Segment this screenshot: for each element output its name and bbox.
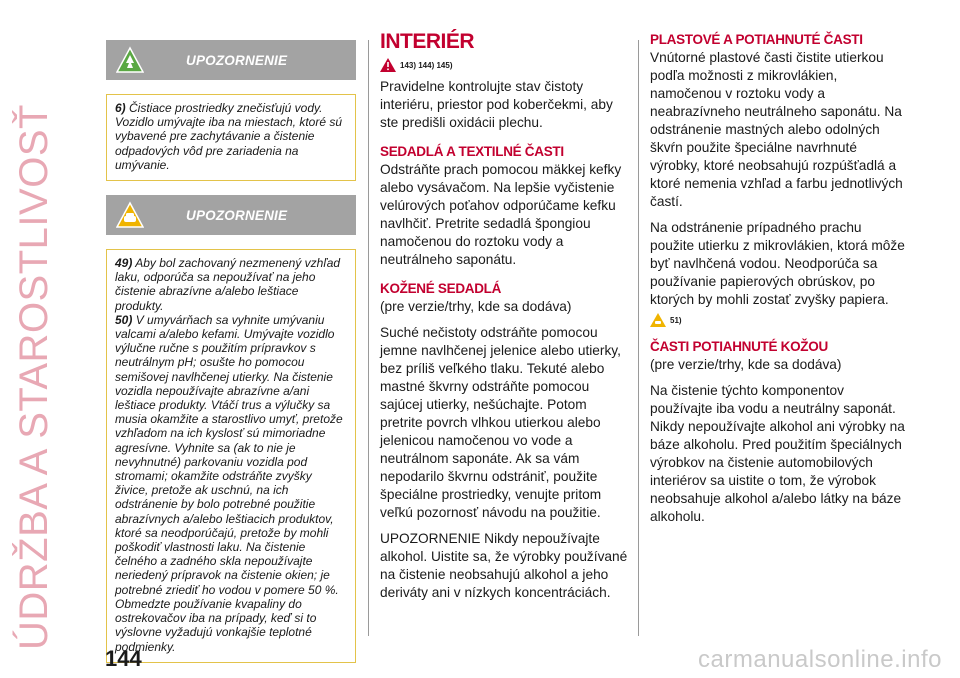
paragraph: Suché nečistoty odstráňte pomocou jemne navlhčenej jelenice alebo utierky, bez príliš veľkého tlaku. Tekuté alebo mastné škvrny odstráňte pomocou sajúcej utierky, nešúchajte. Potom pretrite povrch vlhkou utierkou alebo jelenicou namočenou vo vode a neutrálnom saponáte. Ak sa vám nepodarilo škvrnu odstrániť, použite špeciálne prostriedky, venujte pritom veľkú pozornosť návodu na použitie. <box>380 325 621 520</box>
side-chapter-title <box>8 20 68 650</box>
note-text: V umyvárňach sa vyhnite umývaniu valcami a/alebo kefami. Umývajte vozidlo výlučne ručne s použitím prípravkov s neutrálnym pH; osušte ho pomocou semišovej navlhčenej utierky. Na čistenie vozidla nepoužívajte abrazívne a/ani leštiace produkty. Vtáčí trus a výlučky sa musia okamžite a starostlivo umyť, pretože vzhľadom na ich kyslosť sú mimoriadne agresívne. Vyhnite sa (ak to nie je nevyhnutné) parkovaniu vozidla pod stromami; okamžite odstráňte zvyšky živice, pretože ak uschnú, na ich odstránenie by bolo potrebné použitie abrazívnych a/alebo leštiacich produktov, ktoré sa neodporúčajú, pretože by mohli poškodiť vlastnosti laku. Na čistenie čelného a zadného skla nepoužívajte neriedený prípravok na čistenie okien; je potrebné zriediť ho vodou v pomere 50 %. Obmedzte používanie kvapaliny do ostrekovačov iba na prípady, keď si to výslovne vyžadujú vonkajšie teplotné podmienky. <box>115 312 343 654</box>
reference-numbers: 51) <box>670 315 682 325</box>
paragraph: Odstráňte prach pomocou mäkkej kefky alebo vysávačom. Na lepšie vyčistenie velúrových poťahov odporúčame kefku navlhčiť. Pretrite sedadlá špongiou namočenou do roztoku vody a neutrálneho saponátu. <box>380 162 622 267</box>
note-text: Aby bol zachovaný nezmenený vzhľad laku, odporúča sa nepoužívať na jeho čistenie abrazívne a/alebo leštiace produkty. <box>115 256 341 313</box>
paragraph: (pre verzie/trhy, kde sa dodáva) <box>650 357 842 372</box>
warning-label: UPOZORNENIE <box>186 53 288 68</box>
warning-triangle-icon <box>380 58 396 72</box>
paragraph: Pravidelne kontrolujte stav čistoty interiéru, priestor pod koberčekmi, aby ste predišli oxidácii plechu. <box>380 79 613 130</box>
column-plastic <box>650 32 905 534</box>
warning-reference <box>650 313 905 327</box>
paragraph: (pre verzie/trhy, kde sa dodáva) <box>380 299 572 314</box>
paragraph: Vnútorné plastové časti čistite utierkou podľa možnosti z mikrovlákien, namočenou v roztoku vody a neabrazívneho neutrálneho saponátu. Na odstránenie mastných alebo odolných škvŕn použite špeciálne navrhnuté výrobky, ktoré neobsahujú rozpúšťadlá a ktoré nemenia vzhľad a farbu jednotlivých častí. <box>650 50 903 209</box>
note-number: 50) <box>115 312 133 327</box>
note-number: 6) <box>115 101 126 115</box>
vehicle-warning-icon <box>116 201 144 229</box>
paragraph: Na odstránenie prípadného prachu použite utierku z mikrovlákien, ktorá môže byť navlhčená vodou. Neodporúča sa používanie papierových obrúskov, po ktorých by mohli zostať zvyšky papiera. <box>650 220 905 307</box>
subsection-heading: SEDADLÁ A TEXTILNÉ ČASTI <box>380 144 564 159</box>
subsection-heading: PLASTOVÉ A POTIAHNUTÉ ČASTI <box>650 32 863 47</box>
watermark: carmanualsonline.info <box>698 646 942 673</box>
column-divider <box>638 40 639 636</box>
chapter-title-text: ÚDRŽBA A STAROSTLIVOSŤ <box>12 104 56 650</box>
warning-header-2 <box>106 195 356 235</box>
column-divider <box>368 40 369 636</box>
paragraph: Na čistenie týchto komponentov používajte iba vodu a neutrálny saponát. Nikdy nepoužívajte alkohol ani výrobky na báze alkoholu. Pred použitím špeciálnych výrobkov na čistenie automobilových interiérov sa uistite o tom, že výrobok neobsahuje alkohol a/alebo látky na báze alkoholu. <box>650 383 905 524</box>
warning-box-2 <box>106 249 356 663</box>
paragraph: UPOZORNENIE Nikdy nepoužívajte alkohol. Uistite sa, že výrobky používané na čistenie neobsahujú alkohol a jeho deriváty ani v nízkych koncentráciách. <box>380 531 628 600</box>
environment-warning-icon <box>116 46 144 74</box>
page-number: 144 <box>105 646 142 671</box>
warning-box-1 <box>106 94 356 181</box>
subsection-heading: KOŽENÉ SEDADLÁ <box>380 281 502 296</box>
section-title: INTERIÉR <box>380 30 475 53</box>
vehicle-warning-icon <box>650 313 666 327</box>
column-interior <box>380 30 630 610</box>
column-warnings <box>106 40 356 663</box>
warning-header-1 <box>106 40 356 80</box>
note-text: Čistiace prostriedky znečisťujú vody. Vozidlo umývajte iba na miestach, ktoré sú vybavené pre zachytávanie a čistenie odpadových vôd pre zariadenia na umývanie. <box>115 101 342 172</box>
warning-references <box>380 58 630 72</box>
note-number: 49) <box>115 256 133 271</box>
reference-numbers: 143) 144) 145) <box>400 60 453 70</box>
warning-label: UPOZORNENIE <box>186 208 288 224</box>
subsection-heading: ČASTI POTIAHNUTÉ KOŽOU <box>650 339 828 354</box>
